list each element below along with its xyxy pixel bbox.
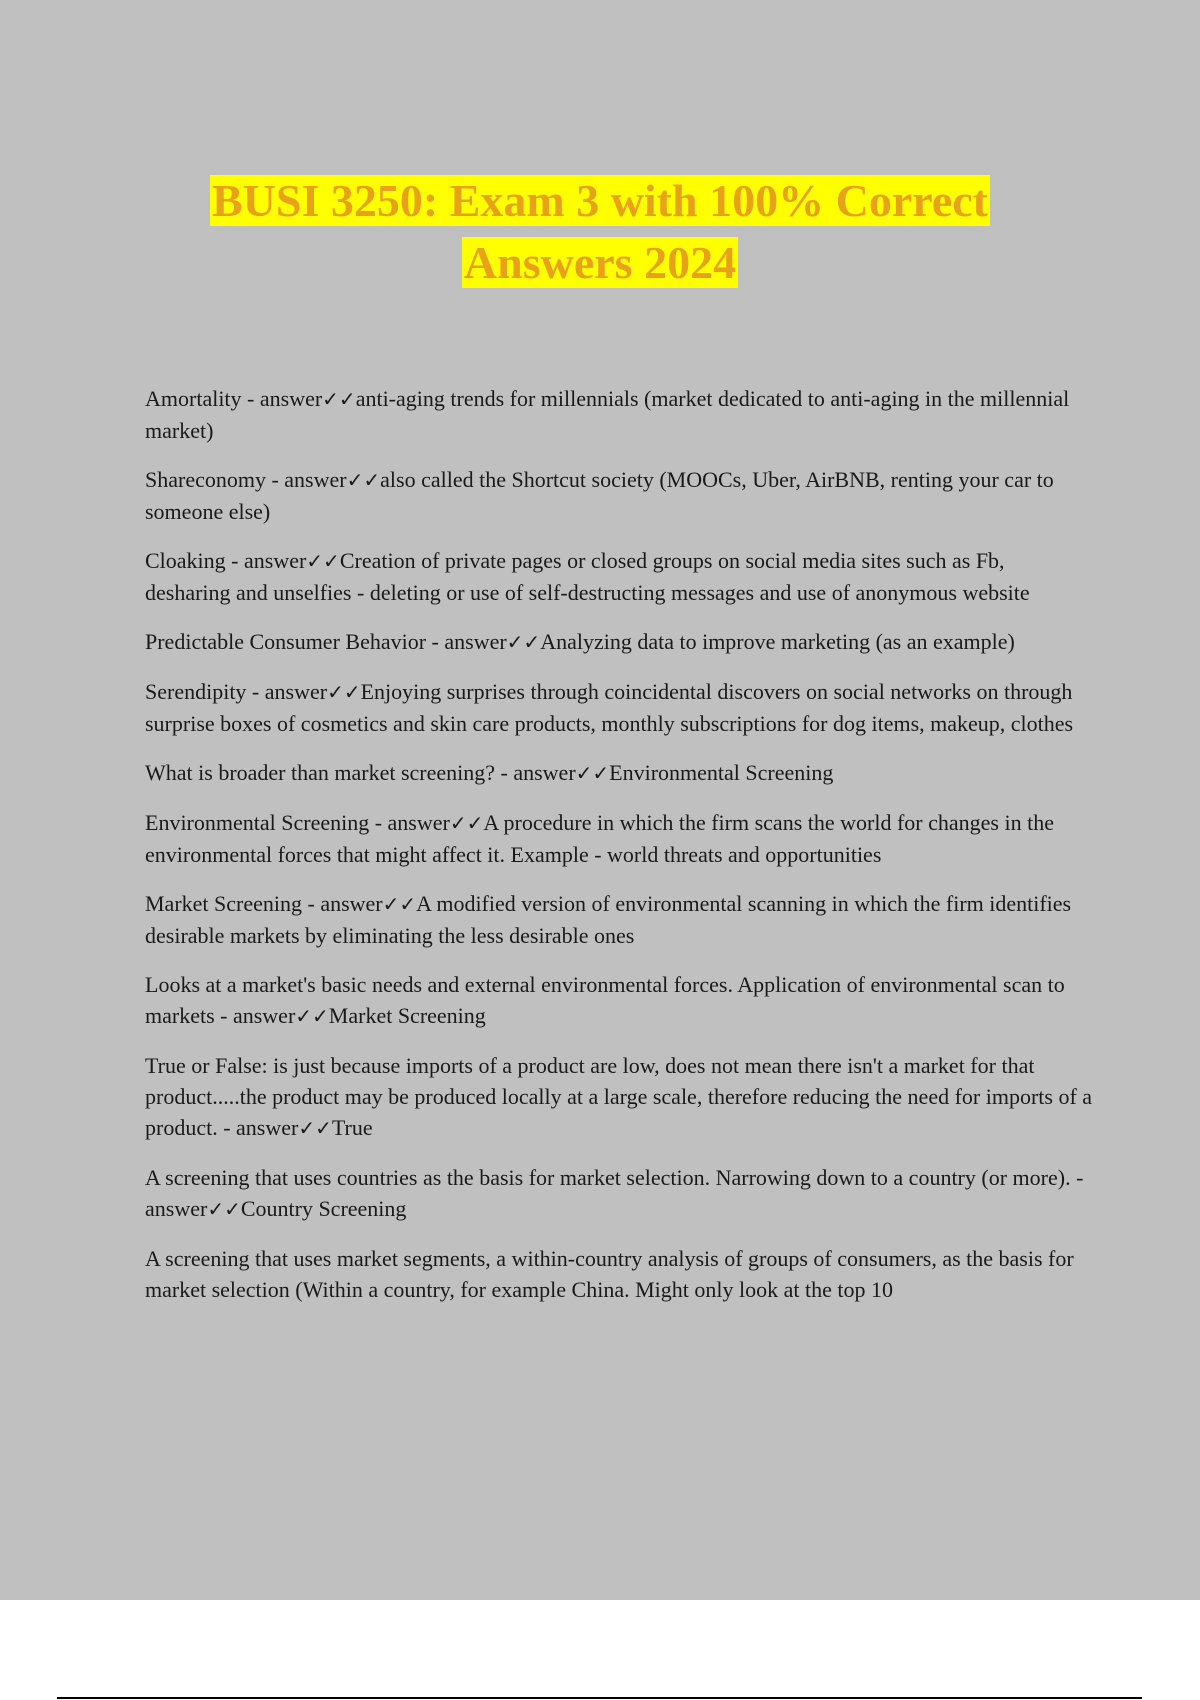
check-mark-icon: ✓✓ <box>322 387 356 411</box>
check-mark-icon: ✓✓ <box>346 468 381 492</box>
qa-question: Looks at a market's basic needs and external environmental forces. Application of environmental scan to markets - answer <box>145 972 1065 1028</box>
qa-item <box>145 1162 1095 1225</box>
qa-answer: anti-aging trends for millennials (market dedicated to anti-aging in the millennial market) <box>145 386 1070 443</box>
qa-item <box>145 807 1095 870</box>
qa-question: Serendipity - answer <box>145 679 328 704</box>
qa-answer: Market Screening <box>328 1003 486 1028</box>
check-mark-icon: ✓✓ <box>575 761 610 785</box>
check-mark-icon: ✓✓ <box>382 892 417 916</box>
check-mark-icon: ✓✓ <box>327 680 361 704</box>
qa-answer: A procedure in which the firm scans the world for changes in the environmental forces that might affect it. Example - world threats and opportunities <box>145 810 1054 867</box>
qa-item <box>145 888 1095 951</box>
qa-item <box>145 464 1095 527</box>
title-line-1: BUSI 3250: Exam 3 with 100% Correct <box>212 175 988 226</box>
qa-item <box>145 383 1095 446</box>
check-mark-icon: ✓✓ <box>306 549 340 573</box>
qa-item <box>145 626 1095 658</box>
page-title <box>0 170 1200 294</box>
title-line-2: Answers 2024 <box>463 237 737 288</box>
qa-answer: Country Screening <box>240 1196 407 1221</box>
check-mark-icon: ✓✓ <box>298 1116 332 1140</box>
qa-question: Environmental Screening - answer <box>145 810 450 835</box>
page-divider <box>57 1697 1142 1699</box>
qa-list <box>145 383 1095 1323</box>
qa-item <box>145 545 1095 608</box>
qa-question: A screening that uses countries as the basis for market selection. Narrowing down to a country (or more). - answer <box>145 1165 1084 1221</box>
qa-answer: Analyzing data to improve marketing (as an example) <box>540 629 1015 654</box>
qa-answer: Enjoying surprises through coincidental discovers on social networks on through surprise boxes of cosmetics and skin care products, monthly subscriptions for dog items, makeup, clothes <box>145 679 1074 736</box>
qa-question: Cloaking - answer <box>145 548 307 573</box>
qa-answer: Environmental Screening <box>609 760 834 785</box>
qa-item <box>145 969 1095 1032</box>
qa-question: Shareconomy - answer <box>145 467 347 492</box>
check-mark-icon: ✓✓ <box>449 811 484 835</box>
qa-question: Amortality - answer <box>145 386 323 411</box>
qa-question: True or False: is just because imports of a product are low, does not mean there isn't a market for that product.....the product may be produced locally at a large scale, therefore reducing the need for imports of a product. - answer <box>145 1053 1093 1140</box>
qa-question: Predictable Consumer Behavior - answer <box>145 629 507 654</box>
qa-question: A screening that uses market segments, a within-country analysis of groups of consumers, as the basis for market selection (Within a country, for example China. Might only look at the top 10 <box>145 1246 1074 1302</box>
qa-item <box>145 757 1095 789</box>
qa-question: What is broader than market screening? - answer <box>145 760 576 785</box>
qa-question: Market Screening - answer <box>145 891 383 916</box>
check-mark-icon: ✓✓ <box>506 630 541 654</box>
qa-answer: also called the Shortcut society (MOOCs, Uber, AirBNB, renting your car to someone else) <box>145 467 1054 524</box>
check-mark-icon: ✓✓ <box>295 1004 329 1028</box>
qa-answer: Creation of private pages or closed groups on social media sites such as Fb, desharing and unselfies - deleting or use of self-destructing messages and use of anonymous website <box>145 548 1030 605</box>
check-mark-icon: ✓✓ <box>207 1197 241 1221</box>
qa-item <box>145 1243 1095 1305</box>
qa-answer: A modified version of environmental scanning in which the firm identifies desirable markets by eliminating the less desirable ones <box>145 891 1072 948</box>
qa-answer: True <box>331 1115 373 1140</box>
qa-item <box>145 676 1095 739</box>
qa-item <box>145 1050 1095 1144</box>
